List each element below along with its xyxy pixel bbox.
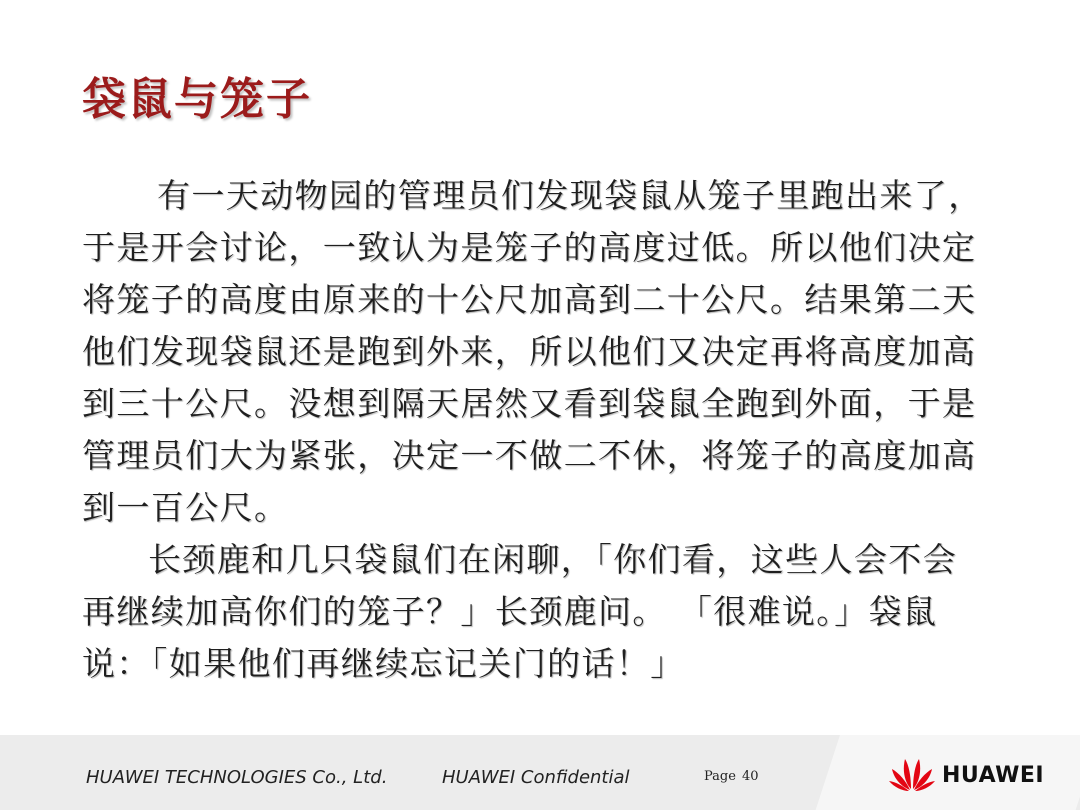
slide-body: [82, 170, 987, 690]
footer-company: HUAWEI TECHNOLOGIES Co., Ltd.: [86, 767, 388, 788]
huawei-logo: [888, 753, 1058, 797]
slide-footer: [0, 735, 1080, 810]
logo-text: HUAWEI: [942, 763, 1045, 788]
page-label: Page: [704, 769, 736, 784]
paragraph-1: 有一天动物园的管理员们发现袋鼠从笼子里跑出来了，于是开会讨论，一致认为是笼子的高度过低。所以他们决定将笼子的高度由原来的十公尺加高到二十公尺。结果第二天他们发现袋鼠还是跑到外来，所以他们又决定再将高度加高到三十公尺。没想到隔天居然又看到袋鼠全跑到外面，于是管理员们大为紧张，决定一不做二不休，将笼子的高度加高到一百公尺。: [82, 176, 983, 527]
page-number: [704, 769, 764, 784]
page-number-value: 40: [741, 769, 759, 784]
huawei-petal-logo-icon: [888, 753, 936, 793]
slide-title: 袋鼠与笼子: [82, 74, 312, 125]
paragraph-2: 长颈鹿和几只袋鼠们在闲聊，「你们看，这些人会不会再继续加高你们的笼子？」长颈鹿问。 「很难说。」袋鼠说：「如果他们再继续忘记关门的话！」: [82, 540, 958, 683]
footer-confidential: HUAWEI Confidential: [442, 767, 630, 788]
